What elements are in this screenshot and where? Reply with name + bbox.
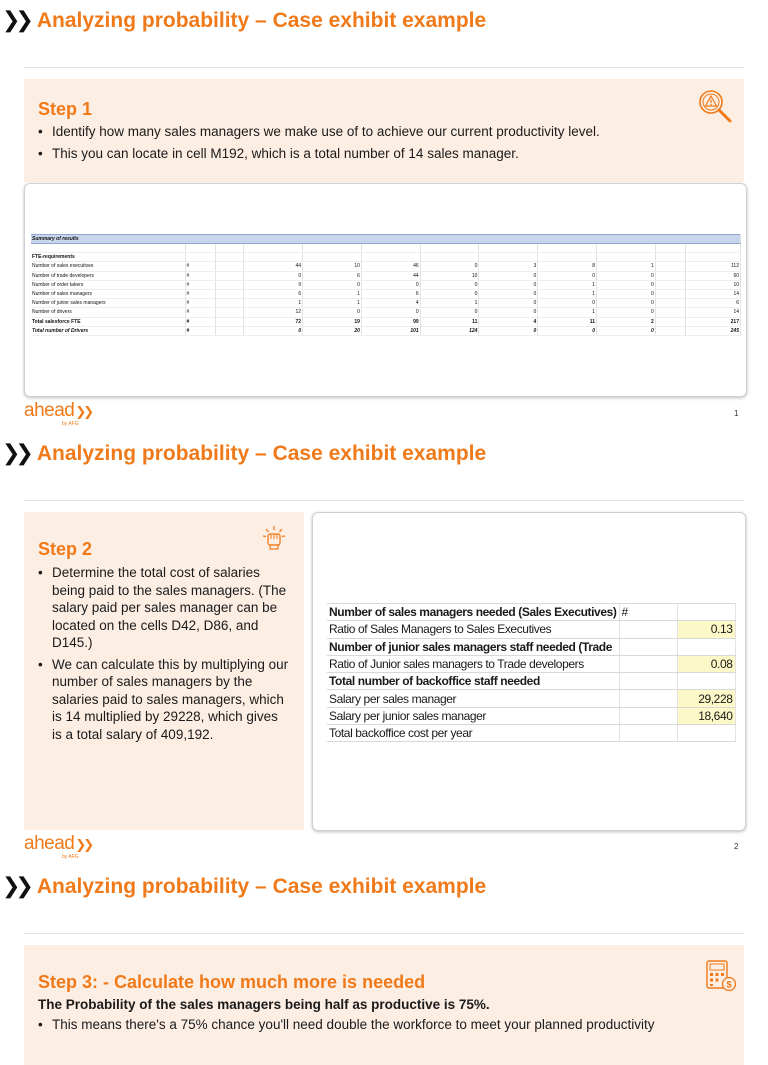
sheet-cell: 0 — [479, 308, 538, 317]
sheet-cell: 44 — [361, 271, 420, 280]
sheet-row-unit: # — [185, 262, 215, 271]
salary-table-row — [327, 725, 735, 742]
sheet-cell — [215, 308, 243, 317]
sheet-cell: 0 — [479, 271, 538, 280]
salary-row-unit: # — [619, 604, 677, 621]
slide-title: Analyzing probability – Case exhibit example — [36, 441, 487, 465]
salary-row-value — [677, 673, 735, 690]
sheet-cell: 0 — [597, 308, 656, 317]
sheet-row-unit: # — [185, 299, 215, 308]
sheet-row — [31, 271, 741, 280]
sheet-cell: 1 — [244, 299, 303, 308]
salary-row-value: 0.13 — [677, 621, 735, 638]
sheet-cell: 1 — [597, 262, 656, 271]
salary-sheet-screenshot — [312, 512, 746, 831]
sheet-cell: 14 — [686, 289, 741, 298]
slide-1 — [0, 0, 768, 433]
svg-text:$: $ — [726, 979, 732, 990]
salary-table-row — [327, 604, 735, 621]
sheet-cell: 10 — [303, 262, 362, 271]
sheet-cell — [655, 262, 685, 271]
sheet-cell — [655, 326, 685, 335]
calculator-dollar-icon — [704, 959, 738, 993]
slide-title: Analyzing probability – Case exhibit example — [36, 8, 487, 32]
sheet-cell: 14 — [686, 308, 741, 317]
salary-row-value: 18,640 — [677, 707, 735, 724]
sheet-cell: 0 — [538, 326, 597, 335]
sheet-cell: 60 — [686, 271, 741, 280]
salary-row-label: Total number of backoffice staff needed — [327, 673, 619, 690]
sheet-cell: 0 — [420, 262, 479, 271]
double-chevron-icon: ❯❯ — [2, 8, 29, 33]
sheet-cell: 6 — [686, 299, 741, 308]
sheet-header-row — [31, 235, 741, 244]
sheet-cell: 46 — [361, 262, 420, 271]
salary-row-label: Number of junior sales managers staff needed (Trade — [327, 638, 619, 655]
sheet-cell: 217 — [686, 317, 741, 326]
double-chevron-icon: ❯❯ — [2, 441, 29, 466]
sheet-cell: 0 — [303, 280, 362, 289]
sheet-cell: 0 — [303, 308, 362, 317]
salary-row-unit — [619, 725, 677, 742]
logo-subtitle: by AFG — [62, 421, 79, 427]
salary-row-unit — [619, 638, 677, 655]
sheet-cell — [215, 289, 243, 298]
sheet-body — [31, 262, 741, 336]
sheet-cell: 1 — [303, 299, 362, 308]
sheet-row-unit: # — [185, 317, 215, 326]
sheet-cell: 0 — [420, 289, 479, 298]
bullet: • Identify how many sales managers we make use of to achieve our current productivity level. — [37, 123, 697, 141]
sheet-cell — [655, 299, 685, 308]
salary-row-label: Salary per junior sales manager — [327, 707, 619, 724]
sheet-cell: 9 — [244, 280, 303, 289]
salary-row-value: 29,228 — [677, 690, 735, 707]
sheet-row-unit: # — [185, 289, 215, 298]
sheet-cell: 2 — [597, 317, 656, 326]
sheet-cell: 0 — [479, 326, 538, 335]
salary-row-unit — [619, 707, 677, 724]
sheet-cell: 1 — [420, 299, 479, 308]
ahead-logo: ahead❯❯ — [24, 400, 92, 421]
sheet-cell: 0 — [597, 326, 656, 335]
sheet-cell: 11 — [420, 317, 479, 326]
salary-row-value — [677, 604, 735, 621]
step-title: Step 1 — [38, 99, 93, 119]
sheet-cell: 10 — [420, 271, 479, 280]
sheet-row-unit: # — [185, 308, 215, 317]
salary-table-row — [327, 673, 735, 690]
bullet: • This means there's a 75% chance you'll need double the workforce to meet your planned productivity — [37, 1016, 737, 1034]
sheet-row-unit: # — [185, 326, 215, 335]
sheet-cell: 1 — [303, 289, 362, 298]
sheet-cell — [655, 289, 685, 298]
sheet-row — [31, 262, 741, 271]
sheet-blank-row — [31, 244, 741, 253]
sheet-row — [31, 308, 741, 317]
sheet-cell: 101 — [361, 326, 420, 335]
sheet-row-label: Total number of Drivers — [31, 326, 185, 335]
step-title: Step 3: - Calculate how much more is needed — [38, 972, 426, 992]
sheet-row — [31, 326, 741, 335]
sheet-cell — [655, 317, 685, 326]
sheet-cell: 245 — [686, 326, 741, 335]
divider — [24, 500, 744, 501]
sheet-cell — [215, 271, 243, 280]
sheet-row-unit: # — [185, 280, 215, 289]
sheet-cell: 10 — [686, 280, 741, 289]
sheet-cell: 0 — [597, 271, 656, 280]
sheet-cell: 11 — [538, 317, 597, 326]
sheet-cell: 99 — [361, 317, 420, 326]
sheet-cell: 0 — [420, 308, 479, 317]
slide-title-row — [2, 874, 486, 899]
sheet-cell: 44 — [244, 262, 303, 271]
logo-subtitle: by AFG — [62, 854, 79, 860]
sheet-cell: 72 — [244, 317, 303, 326]
sheet-cell: 3 — [479, 262, 538, 271]
salary-table-row — [327, 690, 735, 707]
double-chevron-icon: ❯❯ — [2, 874, 29, 899]
step-1-bullets — [37, 123, 697, 162]
sheet-header: Summary of results — [31, 235, 741, 244]
slide-3 — [0, 866, 768, 1032]
sheet-row-label: Number of trade developers — [31, 271, 185, 280]
sheet-cell: 6 — [303, 271, 362, 280]
sheet-row-label: Number of order takers — [31, 280, 185, 289]
slide-title-row — [2, 8, 486, 33]
sheet-cell: 1 — [538, 289, 597, 298]
salary-table-row — [327, 655, 735, 672]
bullet: • This you can locate in cell M192, which is a total number of 14 sales manager. — [37, 145, 697, 163]
sheet-cell: 124 — [420, 326, 479, 335]
sheet-cell: 1 — [538, 308, 597, 317]
step-3-panel — [24, 945, 744, 1065]
sheet-cell: 0 — [597, 299, 656, 308]
slide-title: Analyzing probability – Case exhibit example — [36, 874, 487, 898]
sheet-row-label: Number of sales managers — [31, 289, 185, 298]
salary-row-value — [677, 725, 735, 742]
sheet-cell: 112 — [686, 262, 741, 271]
sheet-cell — [215, 280, 243, 289]
sheet-row — [31, 280, 741, 289]
page-number: 2 — [734, 842, 739, 851]
sheet-cell: 0 — [244, 271, 303, 280]
step-3-bullets — [37, 1016, 737, 1034]
sheet-row-label: Number of drivers — [31, 308, 185, 317]
slide-title-row — [2, 441, 486, 466]
sheet-cell: 0 — [597, 280, 656, 289]
slide-2 — [0, 433, 768, 866]
step-2-bullets — [37, 564, 289, 743]
sheet-row-label: Total salesforce FTE — [31, 317, 185, 326]
salary-row-unit — [619, 673, 677, 690]
divider — [24, 933, 744, 934]
sheet-cell: 6 — [361, 289, 420, 298]
sheet-cell: 6 — [244, 289, 303, 298]
sheet-cell: 1 — [538, 280, 597, 289]
sheet-cell — [655, 280, 685, 289]
sheet-cell: 0 — [479, 289, 538, 298]
salary-row-value — [677, 638, 735, 655]
sheet-cell: 20 — [303, 326, 362, 335]
sheet-row — [31, 289, 741, 298]
spreadsheet-screenshot — [24, 183, 747, 397]
salary-row-label: Total backoffice cost per year — [327, 725, 619, 742]
bullet: • We can calculate this by multiplying our number of sales managers by the salaries paid to sales managers, which is 14 multiplied by 29228, which gives is a total salary of 409,192. — [37, 656, 289, 744]
salary-row-unit — [619, 690, 677, 707]
sheet-cell: 0 — [420, 280, 479, 289]
sheet-cell: 0 — [244, 326, 303, 335]
fist-idea-icon — [260, 524, 288, 552]
sheet-section-row — [31, 253, 741, 262]
sheet-cell: 0 — [479, 280, 538, 289]
sheet-row — [31, 317, 741, 326]
step-3-lead: The Probability of the sales managers being half as productive is 75%. — [38, 997, 490, 1012]
sheet-cell — [215, 317, 243, 326]
sheet-cell: 4 — [361, 299, 420, 308]
salary-table-row — [327, 621, 735, 638]
step-2-panel — [24, 512, 304, 830]
sheet-cell: 0 — [538, 299, 597, 308]
salary-row-label: Number of sales managers needed (Sales Executives) — [327, 604, 619, 621]
sheet-cell: 8 — [538, 262, 597, 271]
sheet-cell: 0 — [361, 308, 420, 317]
sheet-cell: 12 — [244, 308, 303, 317]
salary-table-row — [327, 707, 735, 724]
sheet-cell: 19 — [303, 317, 362, 326]
sheet-cell: 4 — [479, 317, 538, 326]
magnifier-alert-icon — [696, 87, 734, 125]
salary-row-label: Ratio of Junior sales managers to Trade developers — [327, 655, 619, 672]
salary-row-unit — [619, 655, 677, 672]
salary-row-label: Ratio of Sales Managers to Sales Executives — [327, 621, 619, 638]
step-title: Step 2 — [38, 539, 93, 559]
sheet-cell — [215, 262, 243, 271]
fte-spreadsheet — [31, 234, 741, 336]
salary-row-unit — [619, 621, 677, 638]
bullet: • Determine the total cost of salaries being paid to the sales managers. (The salary paid per sales manager can be located on the cells D42, D86, and D145.) — [37, 564, 289, 652]
sheet-cell: 0 — [361, 280, 420, 289]
sheet-row-label: Number of sales executives — [31, 262, 185, 271]
page-number: 1 — [734, 409, 739, 418]
divider — [24, 67, 744, 68]
step-1-panel — [24, 79, 744, 182]
sheet-cell — [215, 326, 243, 335]
sheet-section: FTE-requirements — [31, 253, 185, 262]
salary-row-label: Salary per sales manager — [327, 690, 619, 707]
sheet-cell — [215, 299, 243, 308]
salary-table — [327, 603, 735, 742]
salary-row-value: 0.08 — [677, 655, 735, 672]
sheet-cell — [655, 271, 685, 280]
sheet-row — [31, 299, 741, 308]
sheet-cell — [655, 308, 685, 317]
sheet-cell: 0 — [538, 271, 597, 280]
sheet-row-unit: # — [185, 271, 215, 280]
sheet-cell: 0 — [597, 289, 656, 298]
salary-table-row — [327, 638, 735, 655]
sheet-cell: 0 — [479, 299, 538, 308]
sheet-row-label: Number of junior sales managers — [31, 299, 185, 308]
ahead-logo: ahead❯❯ — [24, 833, 92, 854]
